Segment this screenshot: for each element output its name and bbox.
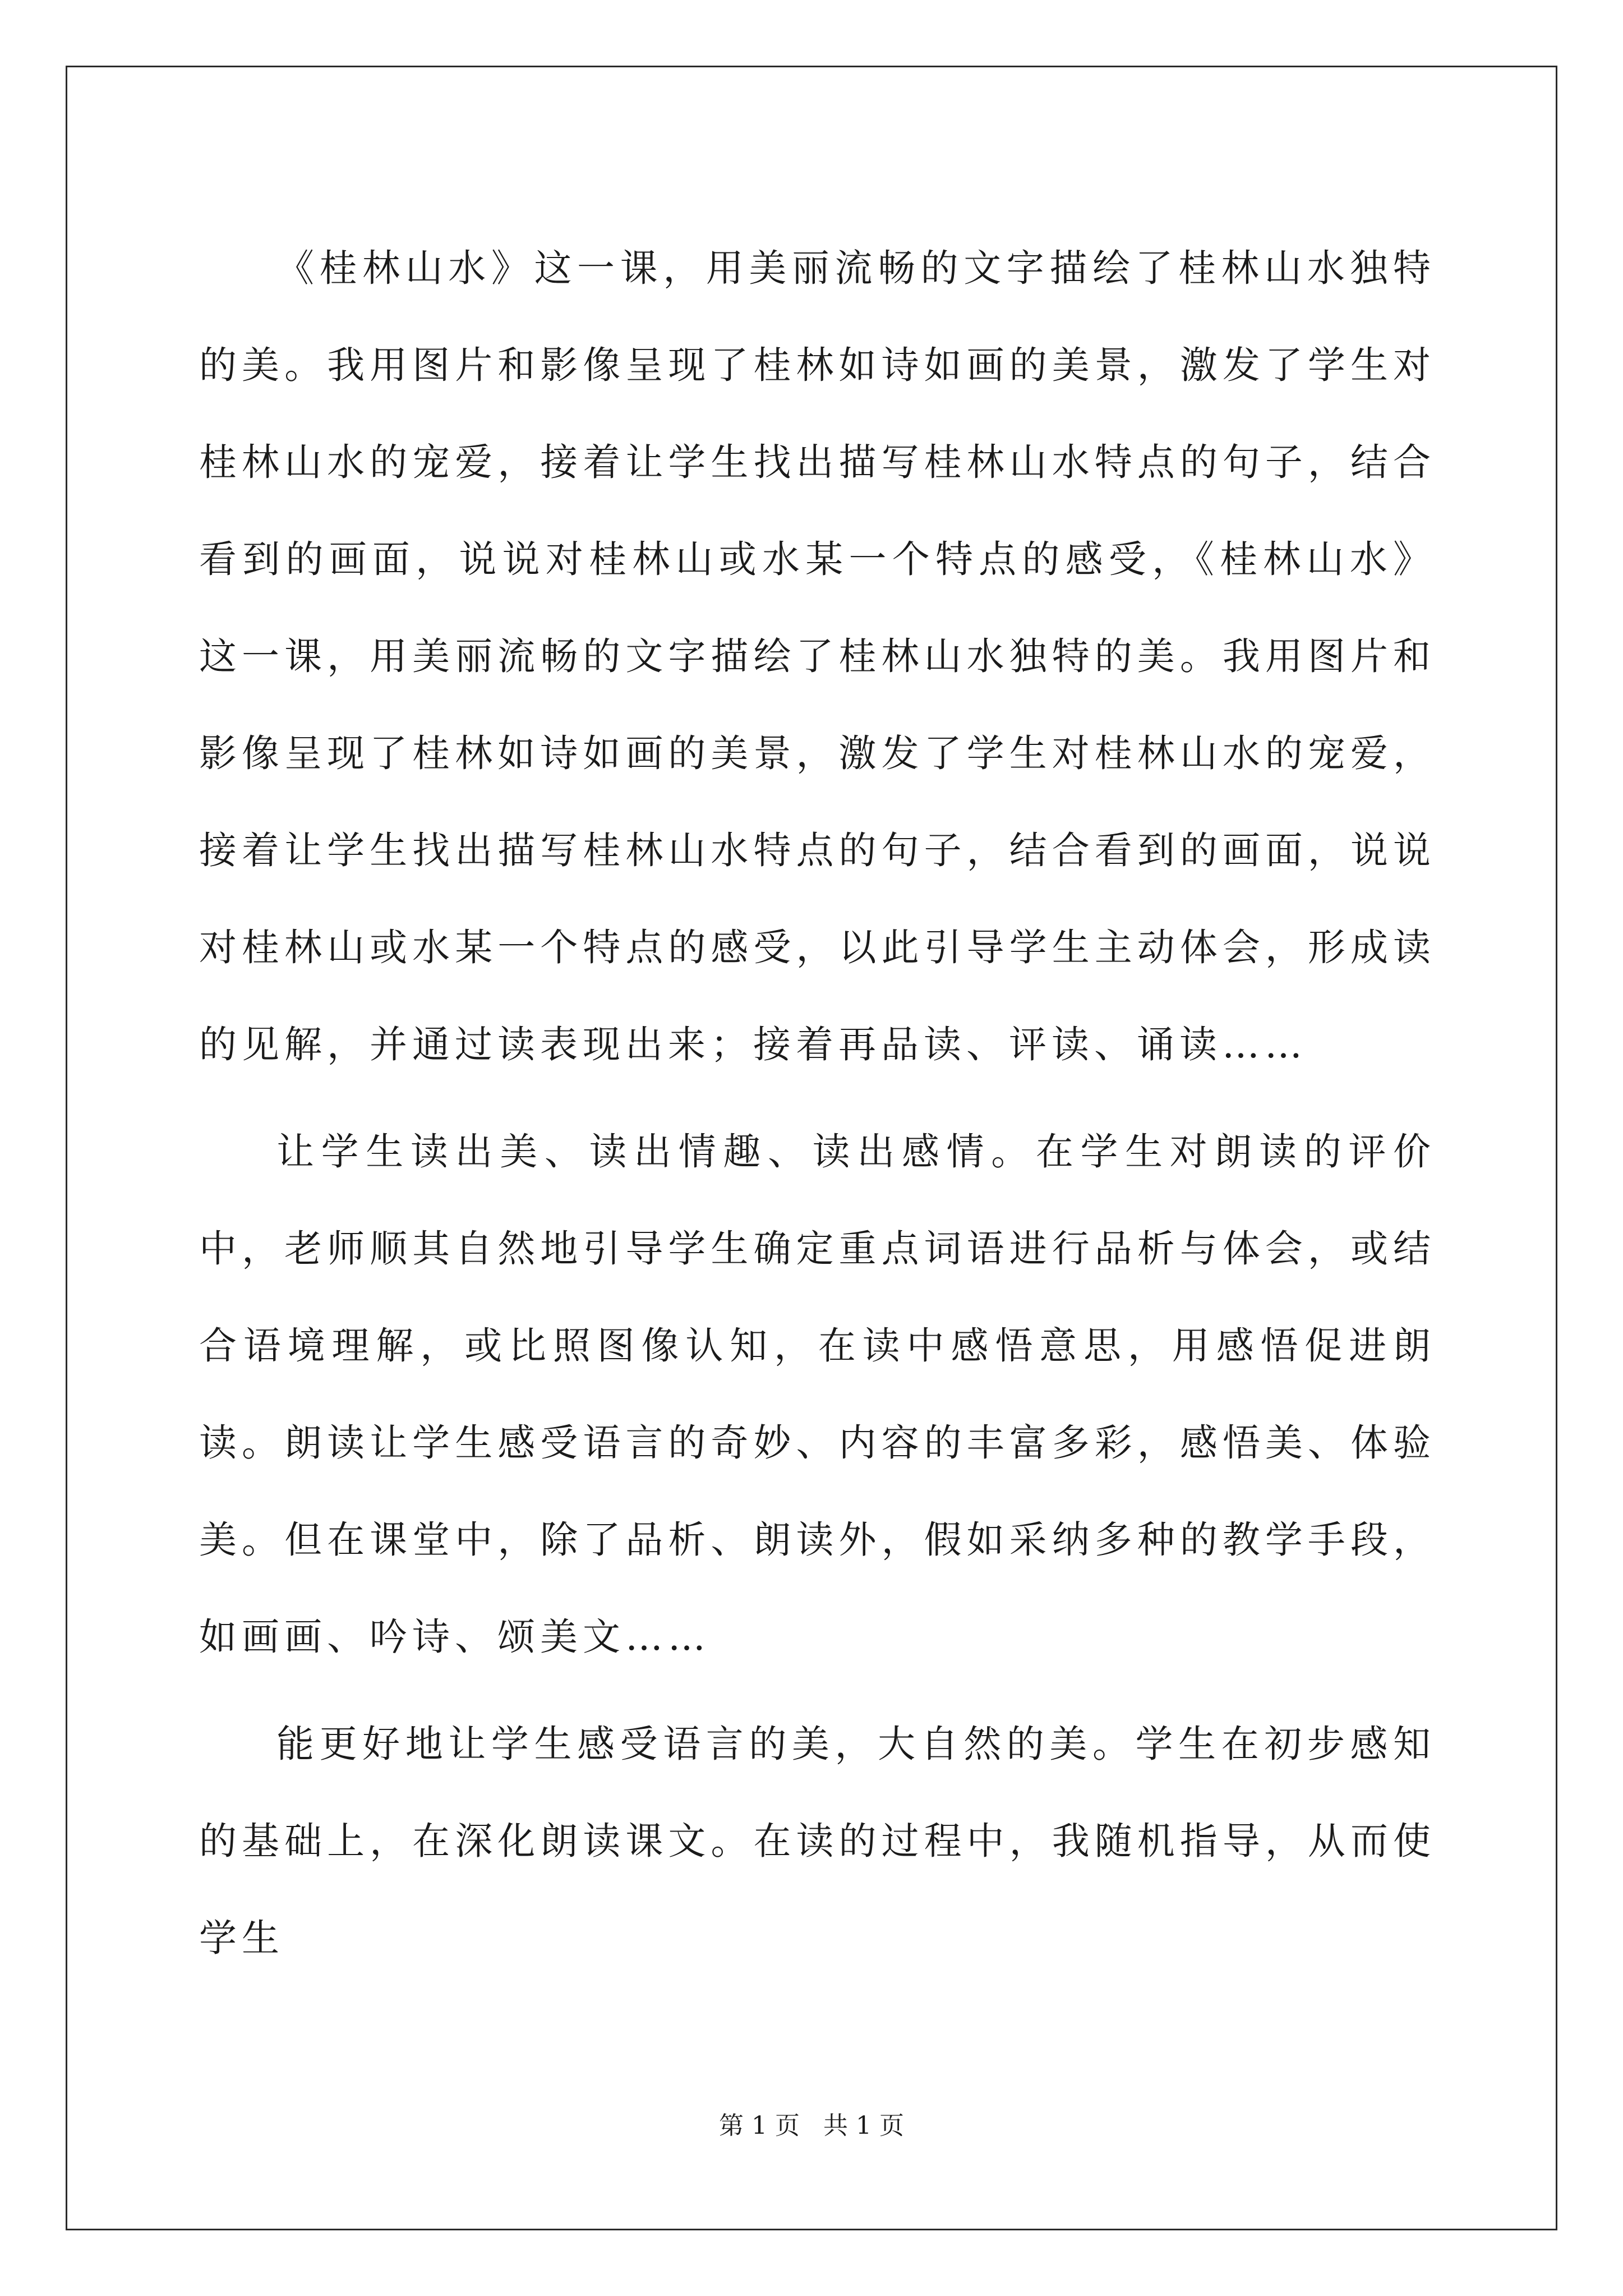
paragraph: 《桂林山水》这一课，用美丽流畅的文字描绘了桂林山水独特的美。我用图片和影像呈现了桂林如诗如画的美景，激发了学生对桂林山水的宠爱，接着让学生找出描写桂林山水特点的句子，结合看到的画面，说说对桂林山或水某一个特点的感受，《桂林山水》这一课，用美丽流畅的文字描绘了桂林山水独特的美。我用图片和影像呈现了桂林如诗如画的美景，激发了学生对桂林山水的宠爱，接着让学生找出描写桂林山水特点的句子，结合看到的画面，说说对桂林山或水某一个特点的感受，以此引导学生主动体会，形成读的见解，并通过读表现出来；接着再品读、评读、诵读…… <box>199 246 1436 1066</box>
paragraph: 让学生读出美、读出情趣、读出感情。在学生对朗读的评价中，老师顺其自然地引导学生确定重点词语进行品析与体会，或结合语境理解，或比照图像认知，在读中感悟意思，用感悟促进朗读。朗读让学生感受语言的奇妙、内容的丰富多彩，感悟美、体验美。但在课堂中，除了品析、朗读外，假如采纳多种的教学手段，如画画、吟诗、颂美文…… <box>199 1130 1436 1659</box>
document-body <box>199 220 1436 1987</box>
page-footer <box>0 2109 1623 2143</box>
paragraph: 能更好地让学生感受语言的美，大自然的美。学生在初步感知的基础上，在深化朗读课文。在读的过程中，我随机指导，从而使学生 <box>199 1722 1436 1960</box>
page-number-label: 第 1 页 共 1 页 <box>719 2111 904 2140</box>
